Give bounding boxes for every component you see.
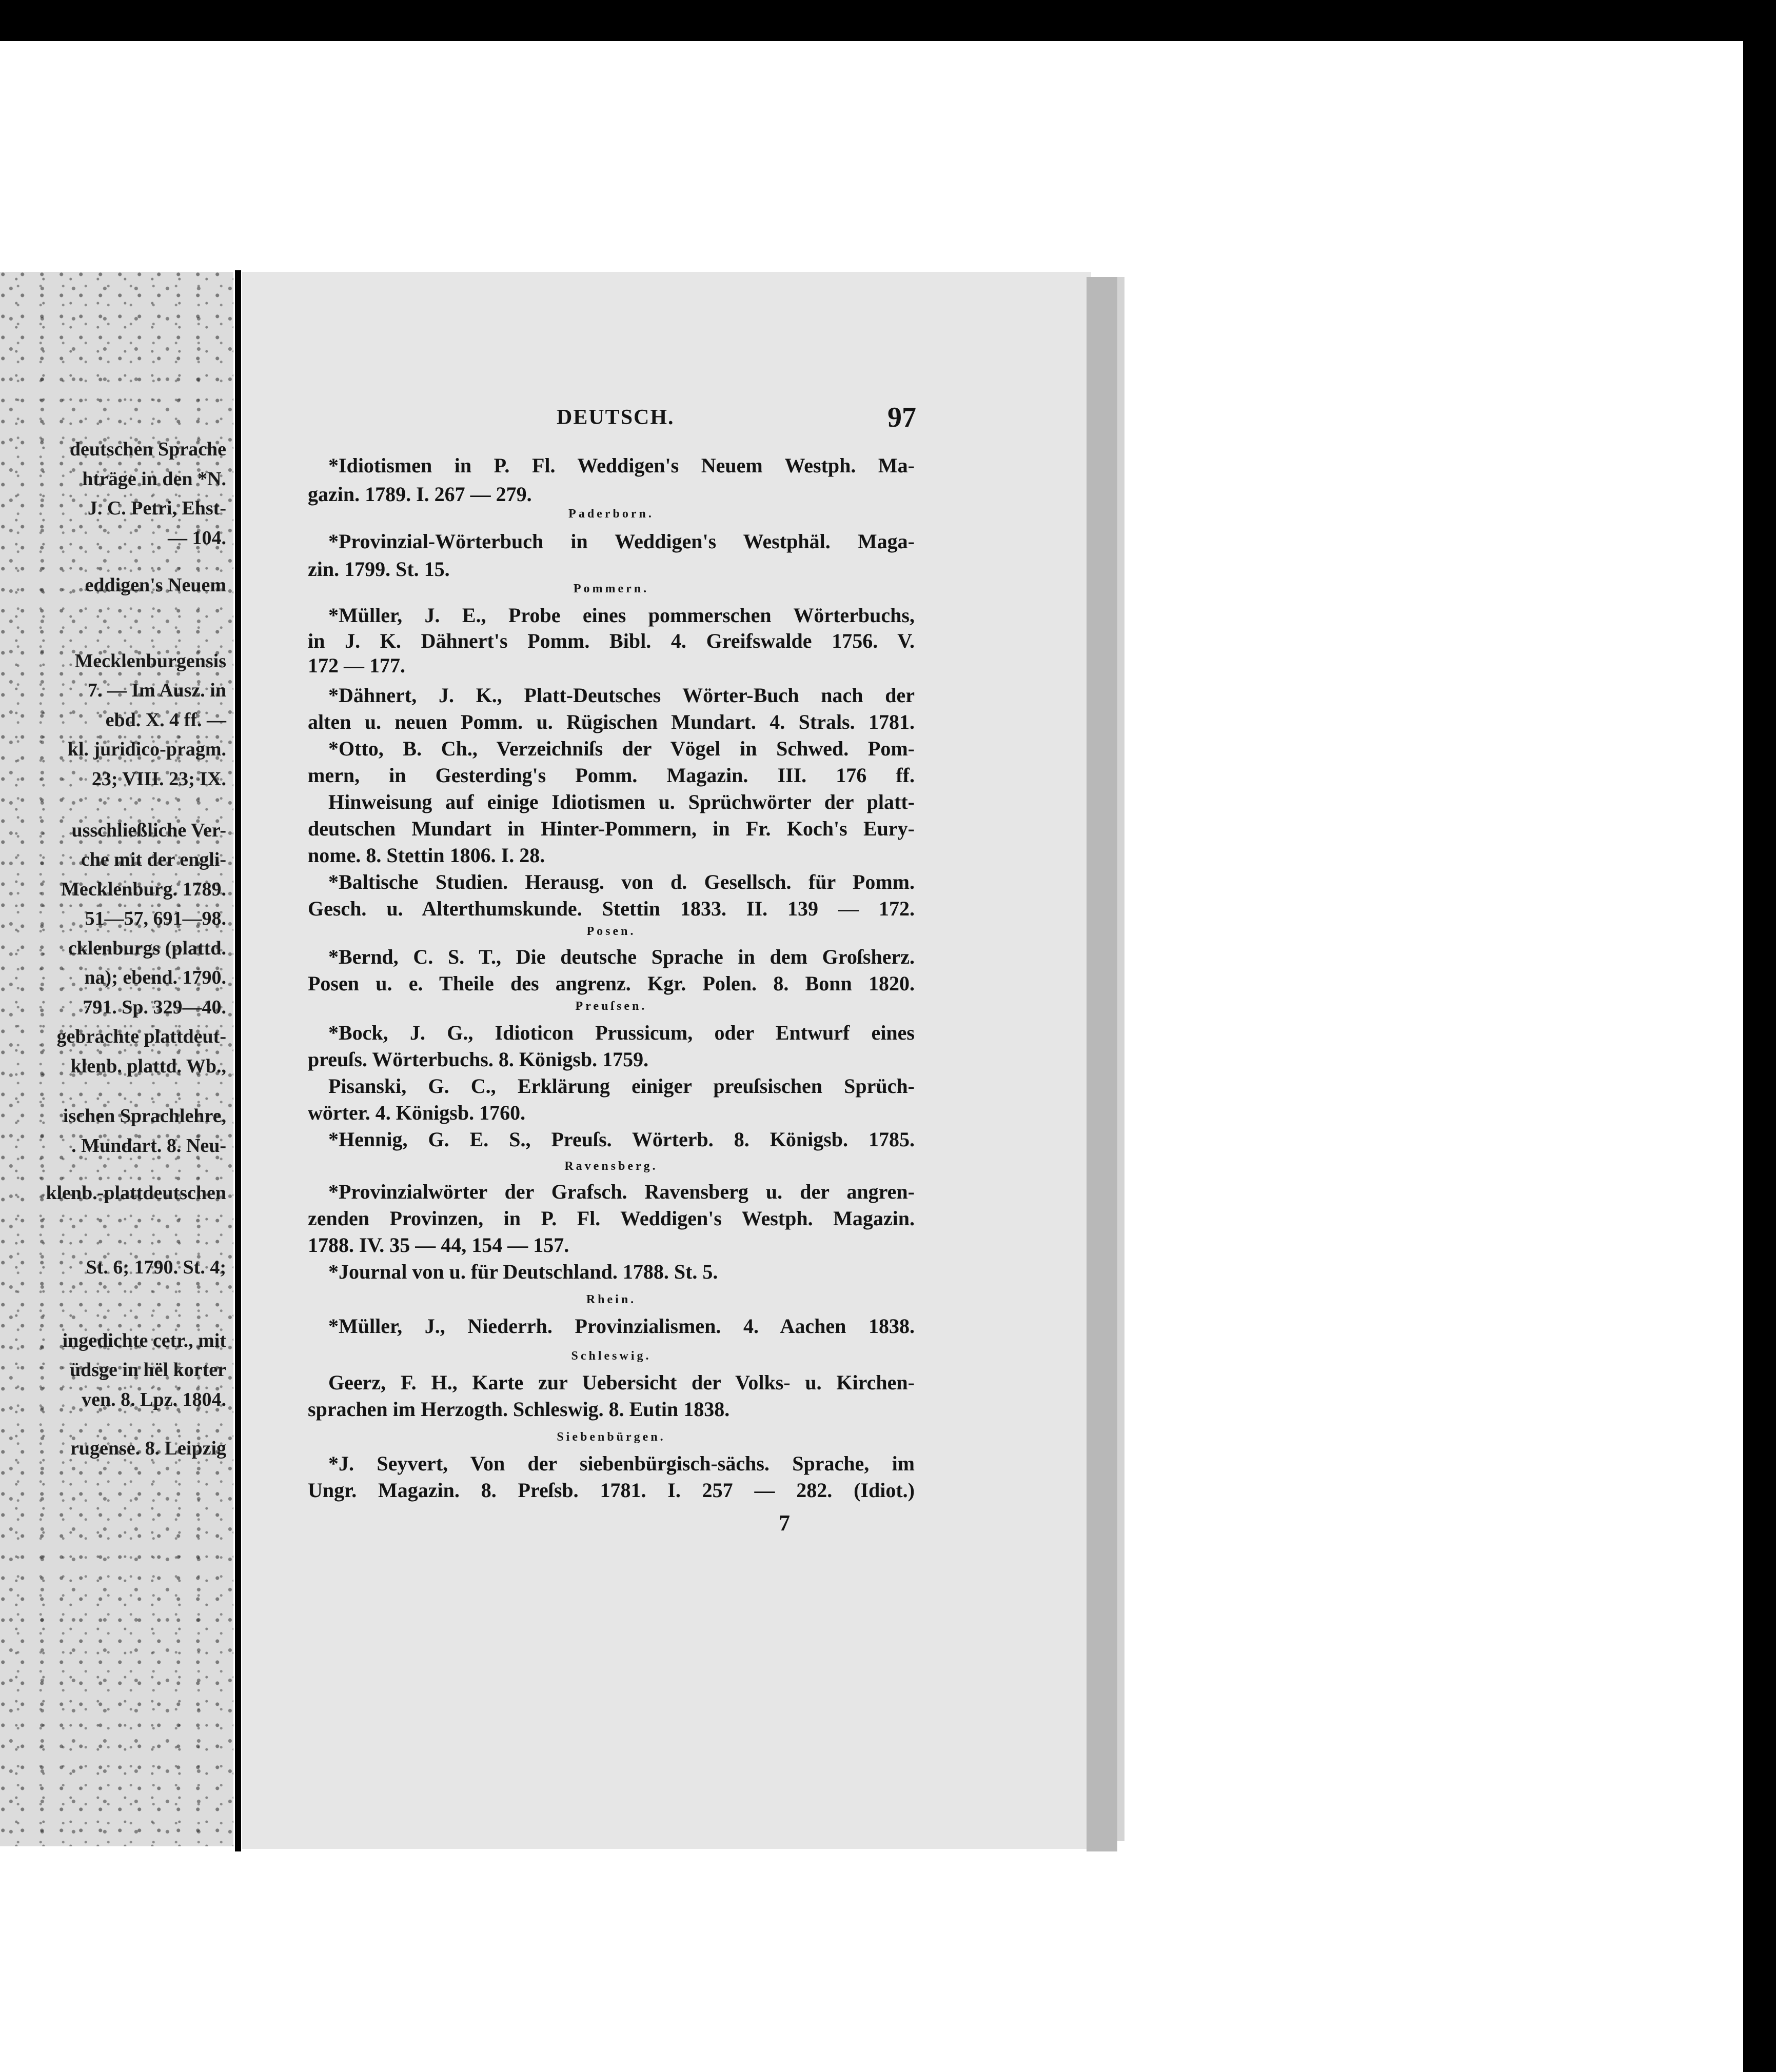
scan-top-border (0, 0, 1776, 41)
left-page-line: St. 6; 1790. St. 4; (86, 1257, 226, 1278)
left-page-line: 23; VIII. 23; IX. (91, 768, 226, 790)
entry-line: *Provinzial-Wörterbuch in Weddigen's Westphäl. Maga- (328, 530, 915, 553)
entry-line: *Müller, J., Niederrh. Provinzialismen. 4. Aachen 1838. (328, 1314, 915, 1338)
running-header: DEUTSCH. (557, 406, 675, 429)
entry-line: Gesch. u. Alterthumskunde. Stettin 1833. II. 139 — 172. (308, 897, 915, 920)
entry-line: *Müller, J. E., Probe eines pommerschen Wörterbuchs, (328, 604, 915, 627)
region-heading: Paderborn. (568, 507, 654, 521)
left-page-line: Mecklenburg. 1789. (61, 879, 226, 900)
entry-line: *Provinzialwörter der Grafsch. Ravensberg u. der angren- (328, 1180, 915, 1203)
page-edge-light (1117, 277, 1124, 1841)
entry-line: 1788. IV. 35 — 44, 154 — 157. (308, 1233, 569, 1257)
entry-line: Geerz, F. H., Karte zur Uebersicht der Volks- u. Kirchen- (328, 1371, 915, 1394)
region-heading: Schleswig. (571, 1349, 652, 1363)
left-page-line: na); ebend. 1790. (84, 967, 226, 988)
left-page-line: 791. Sp. 329—40. (83, 997, 226, 1018)
left-page-line: deutschen Sprache (69, 439, 226, 460)
left-page-line: cklenburgs (plattd. (68, 938, 226, 959)
entry-line: gazin. 1789. I. 267 — 279. (308, 483, 532, 506)
left-page-line: ebd. X. 4 ff. — (105, 709, 226, 731)
entry-line: Hinweisung auf einige Idiotismen u. Sprüchwörter der platt- (328, 790, 915, 813)
left-page-line: . Mundart. 8. Neu- (71, 1135, 226, 1157)
page-edge-shadow (1087, 277, 1117, 1851)
left-page-line: Mecklenburgensis (74, 650, 226, 672)
entry-line: zenden Provinzen, in P. Fl. Weddigen's Westph. Magazin. (308, 1207, 915, 1230)
entry-line: preuſs. Wörterbuchs. 8. Königsb. 1759. (308, 1048, 649, 1071)
region-heading: Posen. (586, 925, 636, 938)
region-heading: Preuſsen. (575, 1000, 647, 1013)
left-page-line: rugense. 8. Leipzig (70, 1438, 226, 1459)
left-page-line: gebrachte plattdeut- (56, 1026, 226, 1047)
left-page-line: klenb.-plattdeutschen (46, 1182, 226, 1204)
entry-line: *J. Seyvert, Von der siebenbürgisch-sächs. Sprache, im (328, 1452, 915, 1475)
region-heading: Siebenbürgen. (557, 1430, 666, 1444)
left-page-line: 7. — Im Ausz. in (87, 680, 226, 701)
left-page-line: klenb. plattd. Wb., (70, 1055, 226, 1077)
entry-line: *Baltische Studien. Herausg. von d. Gesellsch. für Pomm. (328, 870, 915, 893)
left-page-line: ven. 8. Lpz. 1804. (82, 1389, 226, 1410)
left-page-line: che mit der engli- (81, 849, 226, 870)
entry-line: alten u. neuen Pomm. u. Rügischen Mundart. 4. Strals. 1781. (308, 710, 915, 733)
entry-line: mern, in Gesterding's Pomm. Magazin. III. 176 ff. (308, 764, 915, 787)
entry-line: deutschen Mundart in Hinter-Pommern, in Fr. Koch's Eury- (308, 817, 915, 840)
entry-line: 172 — 177. (308, 654, 405, 677)
entry-line: *Dähnert, J. K., Platt-Deutsches Wörter-Buch nach der (328, 684, 915, 707)
scan-right-border (1743, 41, 1776, 2072)
entry-line: *Idiotismen in P. Fl. Weddigen's Neuem Westph. Ma- (328, 454, 915, 477)
entry-line: sprachen im Herzogth. Schleswig. 8. Eutin 1838. (308, 1398, 730, 1421)
book-gutter (235, 270, 241, 1851)
left-page-line: eddigen's Neuem (85, 574, 226, 596)
entry-line: Pisanski, G. C., Erklärung einiger preuſsischen Sprüch- (328, 1074, 915, 1098)
left-page-line: usschließliche Ver- (71, 820, 226, 841)
entry-line: *Otto, B. Ch., Verzeichniſs der Vögel in Schwed. Pom- (328, 737, 915, 760)
left-page-line: ischen Sprachlehre, (63, 1105, 226, 1127)
entry-line: in J. K. Dähnert's Pomm. Bibl. 4. Greifswalde 1756. V. (308, 629, 915, 652)
entry-line: *Bernd, C. S. T., Die deutsche Sprache in dem Groſsherz. (328, 945, 915, 968)
entry-line: *Bock, J. G., Idioticon Prussicum, oder Entwurf eines (328, 1021, 915, 1044)
region-heading: Pommern. (573, 582, 649, 595)
left-page-line: ingedichte cetr., mit (62, 1330, 226, 1351)
left-page-line: 51—57, 691—98. (85, 908, 226, 929)
entry-line: *Hennig, G. E. S., Preuſs. Wörterb. 8. Königsb. 1785. (328, 1128, 915, 1151)
entry-line: wörter. 4. Königsb. 1760. (308, 1101, 526, 1124)
entry-line: nome. 8. Stettin 1806. I. 28. (308, 844, 545, 867)
left-page-line: J. C. Petri, Ehst- (87, 497, 226, 519)
entry-line: Ungr. Magazin. 8. Preſsb. 1781. I. 257 — 282. (Idiot.) (308, 1479, 915, 1502)
entry-line: Posen u. e. Theile des angrenz. Kgr. Polen. 8. Bonn 1820. (308, 972, 915, 995)
left-page-line: — 104. (168, 527, 226, 549)
entry-line: *Journal von u. für Deutschland. 1788. St. 5. (328, 1260, 718, 1283)
left-facing-page (0, 272, 233, 1846)
left-page-line: üdsge in hël korter (69, 1359, 226, 1381)
region-heading: Ravensberg. (564, 1160, 658, 1173)
entry-line: zin. 1799. St. 15. (308, 557, 450, 581)
left-page-line: kl. juridico-pragm. (67, 739, 226, 760)
left-page-line: hträge in den *N. (82, 468, 226, 490)
region-heading: Rhein. (586, 1293, 637, 1306)
page-number: 97 (887, 402, 916, 433)
signature-mark: 7 (779, 1510, 790, 1536)
